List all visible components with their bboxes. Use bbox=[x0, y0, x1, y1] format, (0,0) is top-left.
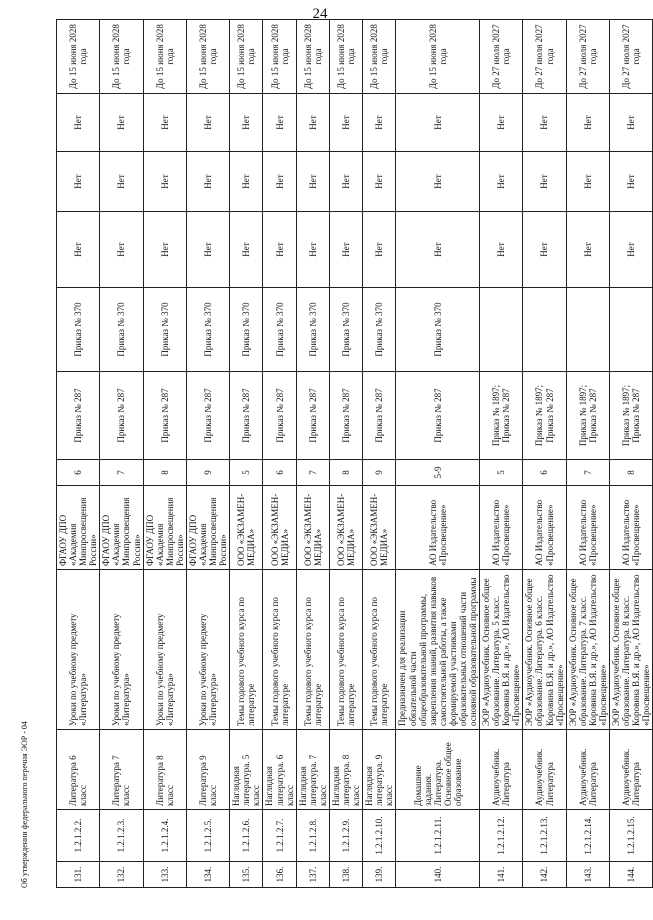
row-order-2: Приказ № 370 bbox=[100, 288, 143, 372]
row-number: 141. bbox=[480, 862, 523, 888]
row-flag-3: Нет bbox=[363, 94, 396, 152]
page-number: 24 bbox=[312, 6, 328, 22]
table-row bbox=[566, 20, 609, 888]
row-title: Наглядная литература. 8 класс bbox=[329, 730, 362, 810]
row-order: Приказ № 1897; Приказ № 287 bbox=[523, 372, 566, 460]
row-publisher: АО Издательство «Просвещение» bbox=[523, 486, 566, 570]
table-row bbox=[230, 20, 263, 888]
row-flag-3: Нет bbox=[100, 94, 143, 152]
row-flag-2: Нет bbox=[57, 152, 100, 212]
table-row bbox=[480, 20, 523, 888]
row-description: Темы годового учебного курса по литературе bbox=[263, 570, 296, 730]
row-grade: 6 bbox=[57, 460, 100, 486]
row-title: Наглядная литература. 5 класс bbox=[230, 730, 263, 810]
row-code: 1.2.1.2.5. bbox=[186, 810, 229, 862]
row-term: До 27 июля 2027 года bbox=[609, 20, 652, 94]
row-grade: 8 bbox=[609, 460, 652, 486]
row-grade: 5 bbox=[480, 460, 523, 486]
row-order-2: Приказ № 370 bbox=[263, 288, 296, 372]
row-order-2: Приказ № 370 bbox=[329, 288, 362, 372]
row-term: До 15 июня 2028 года bbox=[100, 20, 143, 94]
row-flag-2: Нет bbox=[263, 152, 296, 212]
row-order-2: Приказ № 370 bbox=[363, 288, 396, 372]
row-order: Приказ № 1897; Приказ № 287 bbox=[609, 372, 652, 460]
row-flag-3: Нет bbox=[609, 94, 652, 152]
row-number: 139. bbox=[363, 862, 396, 888]
row-order: Приказ № 287 bbox=[363, 372, 396, 460]
row-grade: 5-9 bbox=[396, 460, 480, 486]
row-code: 1.2.1.2.8. bbox=[296, 810, 329, 862]
row-flag-1: Нет bbox=[566, 212, 609, 288]
row-number: 131. bbox=[57, 862, 100, 888]
row-grade: 5 bbox=[230, 460, 263, 486]
row-order: Приказ № 287 bbox=[100, 372, 143, 460]
row-grade: 7 bbox=[100, 460, 143, 486]
row-number: 144. bbox=[609, 862, 652, 888]
row-flag-2: Нет bbox=[480, 152, 523, 212]
row-order-2 bbox=[523, 288, 566, 372]
row-flag-3: Нет bbox=[566, 94, 609, 152]
table-row bbox=[263, 20, 296, 888]
row-grade: 8 bbox=[143, 460, 186, 486]
row-flag-2: Нет bbox=[296, 152, 329, 212]
row-number: 135. bbox=[230, 862, 263, 888]
row-order-2 bbox=[566, 288, 609, 372]
row-publisher: АО Издательство «Просвещение» bbox=[566, 486, 609, 570]
row-publisher: ООО «ЭКЗАМЕН-МЕДИА» bbox=[230, 486, 263, 570]
row-order: Приказ № 287 bbox=[396, 372, 480, 460]
row-grade: 7 bbox=[296, 460, 329, 486]
row-publisher: АО Издательство «Просвещение» bbox=[480, 486, 523, 570]
row-term: До 27 июля 2027 года bbox=[480, 20, 523, 94]
row-publisher: ФГАОУ ДПО «Академия Минпросвещения России» bbox=[143, 486, 186, 570]
row-description: Темы годового учебного курса по литературе bbox=[329, 570, 362, 730]
row-order: Приказ № 287 bbox=[263, 372, 296, 460]
row-title: Аудиоучебник. Литература bbox=[566, 730, 609, 810]
row-flag-1: Нет bbox=[363, 212, 396, 288]
row-flag-2: Нет bbox=[230, 152, 263, 212]
row-description: Уроки по учебному предмету «Литература» bbox=[57, 570, 100, 730]
row-flag-3: Нет bbox=[329, 94, 362, 152]
row-flag-1: Нет bbox=[143, 212, 186, 288]
row-term: До 15 июня 2028 года bbox=[57, 20, 100, 94]
table-row bbox=[57, 20, 100, 888]
row-flag-2: Нет bbox=[186, 152, 229, 212]
row-flag-1: Нет bbox=[523, 212, 566, 288]
row-description: Темы годового учебного курса по литературе bbox=[363, 570, 396, 730]
row-term: До 15 июня 2028 года bbox=[396, 20, 480, 94]
table-row bbox=[363, 20, 396, 888]
row-flag-2: Нет bbox=[363, 152, 396, 212]
row-flag-2: Нет bbox=[609, 152, 652, 212]
row-title: Наглядная литература. 9 класс bbox=[363, 730, 396, 810]
row-code: 1.2.1.2.9. bbox=[329, 810, 362, 862]
row-number: 133. bbox=[143, 862, 186, 888]
row-description: Уроки по учебному предмету «Литература» bbox=[100, 570, 143, 730]
row-publisher: ООО «ЭКЗАМЕН-МЕДИА» bbox=[329, 486, 362, 570]
row-flag-2: Нет bbox=[100, 152, 143, 212]
footnote: Об утверждении федерального перечня ЭОР - 04 bbox=[20, 721, 29, 888]
row-term: До 15 июня 2028 года bbox=[329, 20, 362, 94]
row-flag-3: Нет bbox=[480, 94, 523, 152]
row-title: Домашние задания. Литература. Основное общее образование bbox=[396, 730, 480, 810]
row-flag-1: Нет bbox=[329, 212, 362, 288]
table-row bbox=[329, 20, 362, 888]
row-grade: 6 bbox=[523, 460, 566, 486]
row-order-2: Приказ № 370 bbox=[57, 288, 100, 372]
row-number: 138. bbox=[329, 862, 362, 888]
row-flag-2: Нет bbox=[396, 152, 480, 212]
row-title: Аудиоучебник. Литература bbox=[480, 730, 523, 810]
row-flag-3: Нет bbox=[523, 94, 566, 152]
row-code: 1.2.1.2.13. bbox=[523, 810, 566, 862]
row-order-2: Приказ № 370 bbox=[143, 288, 186, 372]
row-order: Приказ № 287 bbox=[329, 372, 362, 460]
row-description: Предназначен для реализации обязательной части общеобразовательной программы, закрепления знаний, развития навыков самостоятельной работы, а также формируемой участниками образовательных отношений части основной образовательной программы bbox=[396, 570, 480, 730]
row-order: Приказ № 287 bbox=[230, 372, 263, 460]
row-title: Аудиоучебник. Литература bbox=[609, 730, 652, 810]
row-description: ЭОР «Аудиоучебник. Основное общее образование. Литература. 5 класс. Коровина В.Я. и др.», АО Издательство «Просвещение» bbox=[480, 570, 523, 730]
row-publisher: АО Издательство «Просвещение» bbox=[609, 486, 652, 570]
row-order: Приказ № 287 bbox=[143, 372, 186, 460]
row-flag-1: Нет bbox=[396, 212, 480, 288]
row-order-2 bbox=[480, 288, 523, 372]
row-flag-2: Нет bbox=[143, 152, 186, 212]
table-row bbox=[523, 20, 566, 888]
row-flag-3: Нет bbox=[143, 94, 186, 152]
row-term: До 15 июня 2028 года bbox=[230, 20, 263, 94]
row-publisher: ООО «ЭКЗАМЕН-МЕДИА» bbox=[363, 486, 396, 570]
row-description: ЭОР «Аудиоучебник. Основное общее образование. Литература. 8 класс. Коровина В.Я. и др.», АО Издательство «Просвещение» bbox=[609, 570, 652, 730]
table-row bbox=[396, 20, 480, 888]
rotated-table-wrapper bbox=[56, 20, 652, 888]
row-title: Литература 9 класс bbox=[186, 730, 229, 810]
row-flag-1: Нет bbox=[296, 212, 329, 288]
row-code: 1.2.1.2.12. bbox=[480, 810, 523, 862]
row-code: 1.2.1.2.4. bbox=[143, 810, 186, 862]
row-flag-3: Нет bbox=[396, 94, 480, 152]
row-code: 1.2.1.2.7. bbox=[263, 810, 296, 862]
row-flag-3: Нет bbox=[186, 94, 229, 152]
row-flag-1: Нет bbox=[609, 212, 652, 288]
row-description: Уроки по учебному предмету «Литература» bbox=[143, 570, 186, 730]
table-row bbox=[296, 20, 329, 888]
row-number: 136. bbox=[263, 862, 296, 888]
row-grade: 6 bbox=[263, 460, 296, 486]
row-title: Литература 6 класс bbox=[57, 730, 100, 810]
row-title: Наглядная литература. 7 класс bbox=[296, 730, 329, 810]
row-code: 1.2.1.2.3. bbox=[100, 810, 143, 862]
row-flag-1: Нет bbox=[480, 212, 523, 288]
row-term: До 15 июня 2028 года bbox=[263, 20, 296, 94]
row-code: 1.2.1.2.15. bbox=[609, 810, 652, 862]
row-grade: 8 bbox=[329, 460, 362, 486]
row-flag-1: Нет bbox=[57, 212, 100, 288]
row-flag-2: Нет bbox=[329, 152, 362, 212]
row-flag-1: Нет bbox=[100, 212, 143, 288]
row-publisher: ФГАОУ ДПО «Академия Минпросвещения России» bbox=[100, 486, 143, 570]
row-flag-3: Нет bbox=[230, 94, 263, 152]
row-publisher: ФГАОУ ДПО «Академия Минпросвещения России» bbox=[57, 486, 100, 570]
table-row bbox=[143, 20, 186, 888]
row-description: Уроки по учебному предмету «Литература» bbox=[186, 570, 229, 730]
row-flag-3: Нет bbox=[57, 94, 100, 152]
row-flag-2: Нет bbox=[523, 152, 566, 212]
row-title: Литература 8 класс bbox=[143, 730, 186, 810]
row-order-2: Приказ № 370 bbox=[186, 288, 229, 372]
row-order-2 bbox=[609, 288, 652, 372]
row-term: До 27 июля 2027 года bbox=[523, 20, 566, 94]
row-grade: 9 bbox=[363, 460, 396, 486]
table-body bbox=[57, 20, 653, 888]
row-order-2: Приказ № 370 bbox=[230, 288, 263, 372]
row-number: 137. bbox=[296, 862, 329, 888]
row-publisher: ООО «ЭКЗАМЕН-МЕДИА» bbox=[296, 486, 329, 570]
row-term: До 15 июня 2028 года bbox=[143, 20, 186, 94]
eor-table bbox=[56, 19, 653, 888]
row-flag-1: Нет bbox=[186, 212, 229, 288]
row-term: До 15 июня 2028 года bbox=[186, 20, 229, 94]
row-order: Приказ № 287 bbox=[186, 372, 229, 460]
row-term: До 15 июня 2028 года bbox=[296, 20, 329, 94]
row-description: ЭОР «Аудиоучебник. Основное общее образование. Литература. 7 класс. Коровина В.Я. и др.», АО Издательство «Просвещение» bbox=[566, 570, 609, 730]
row-term: До 15 июня 2028 года bbox=[363, 20, 396, 94]
row-order: Приказ № 287 bbox=[57, 372, 100, 460]
row-number: 134. bbox=[186, 862, 229, 888]
row-number: 142. bbox=[523, 862, 566, 888]
row-publisher: ООО «ЭКЗАМЕН-МЕДИА» bbox=[263, 486, 296, 570]
row-flag-3: Нет bbox=[263, 94, 296, 152]
row-number: 140. bbox=[396, 862, 480, 888]
row-flag-1: Нет bbox=[230, 212, 263, 288]
row-number: 132. bbox=[100, 862, 143, 888]
row-flag-1: Нет bbox=[263, 212, 296, 288]
row-grade: 9 bbox=[186, 460, 229, 486]
row-code: 1.2.1.2.10. bbox=[363, 810, 396, 862]
row-publisher: АО Издательство «Просвещение» bbox=[396, 486, 480, 570]
row-term: До 27 июля 2027 года bbox=[566, 20, 609, 94]
row-flag-2: Нет bbox=[566, 152, 609, 212]
row-code: 1.2.1.2.6. bbox=[230, 810, 263, 862]
row-code: 1.2.1.2.14. bbox=[566, 810, 609, 862]
row-flag-3: Нет bbox=[296, 94, 329, 152]
row-code: 1.2.1.2.2. bbox=[57, 810, 100, 862]
row-grade: 7 bbox=[566, 460, 609, 486]
row-title: Аудиоучебник. Литература bbox=[523, 730, 566, 810]
row-order-2: Приказ № 370 bbox=[396, 288, 480, 372]
table-row bbox=[186, 20, 229, 888]
row-order: Приказ № 287 bbox=[296, 372, 329, 460]
row-order-2: Приказ № 370 bbox=[296, 288, 329, 372]
row-description: Темы годового учебного курса по литературе bbox=[230, 570, 263, 730]
row-title: Литература 7 класс bbox=[100, 730, 143, 810]
row-code: 1.2.1.2.11. bbox=[396, 810, 480, 862]
row-order: Приказ № 1897; Приказ № 287 bbox=[566, 372, 609, 460]
row-number: 143. bbox=[566, 862, 609, 888]
row-description: ЭОР «Аудиоучебник. Основное общее образование. Литература. 6 класс. Коровина В.Я. и др.», АО Издательство «Просвещение» bbox=[523, 570, 566, 730]
table-row bbox=[609, 20, 652, 888]
row-publisher: ФГАОУ ДПО «Академия Минпросвещения России» bbox=[186, 486, 229, 570]
row-description: Темы годового учебного курса по литературе bbox=[296, 570, 329, 730]
table-row bbox=[100, 20, 143, 888]
row-title: Наглядная литература. 6 класс bbox=[263, 730, 296, 810]
row-order: Приказ № 1897; Приказ № 287 bbox=[480, 372, 523, 460]
